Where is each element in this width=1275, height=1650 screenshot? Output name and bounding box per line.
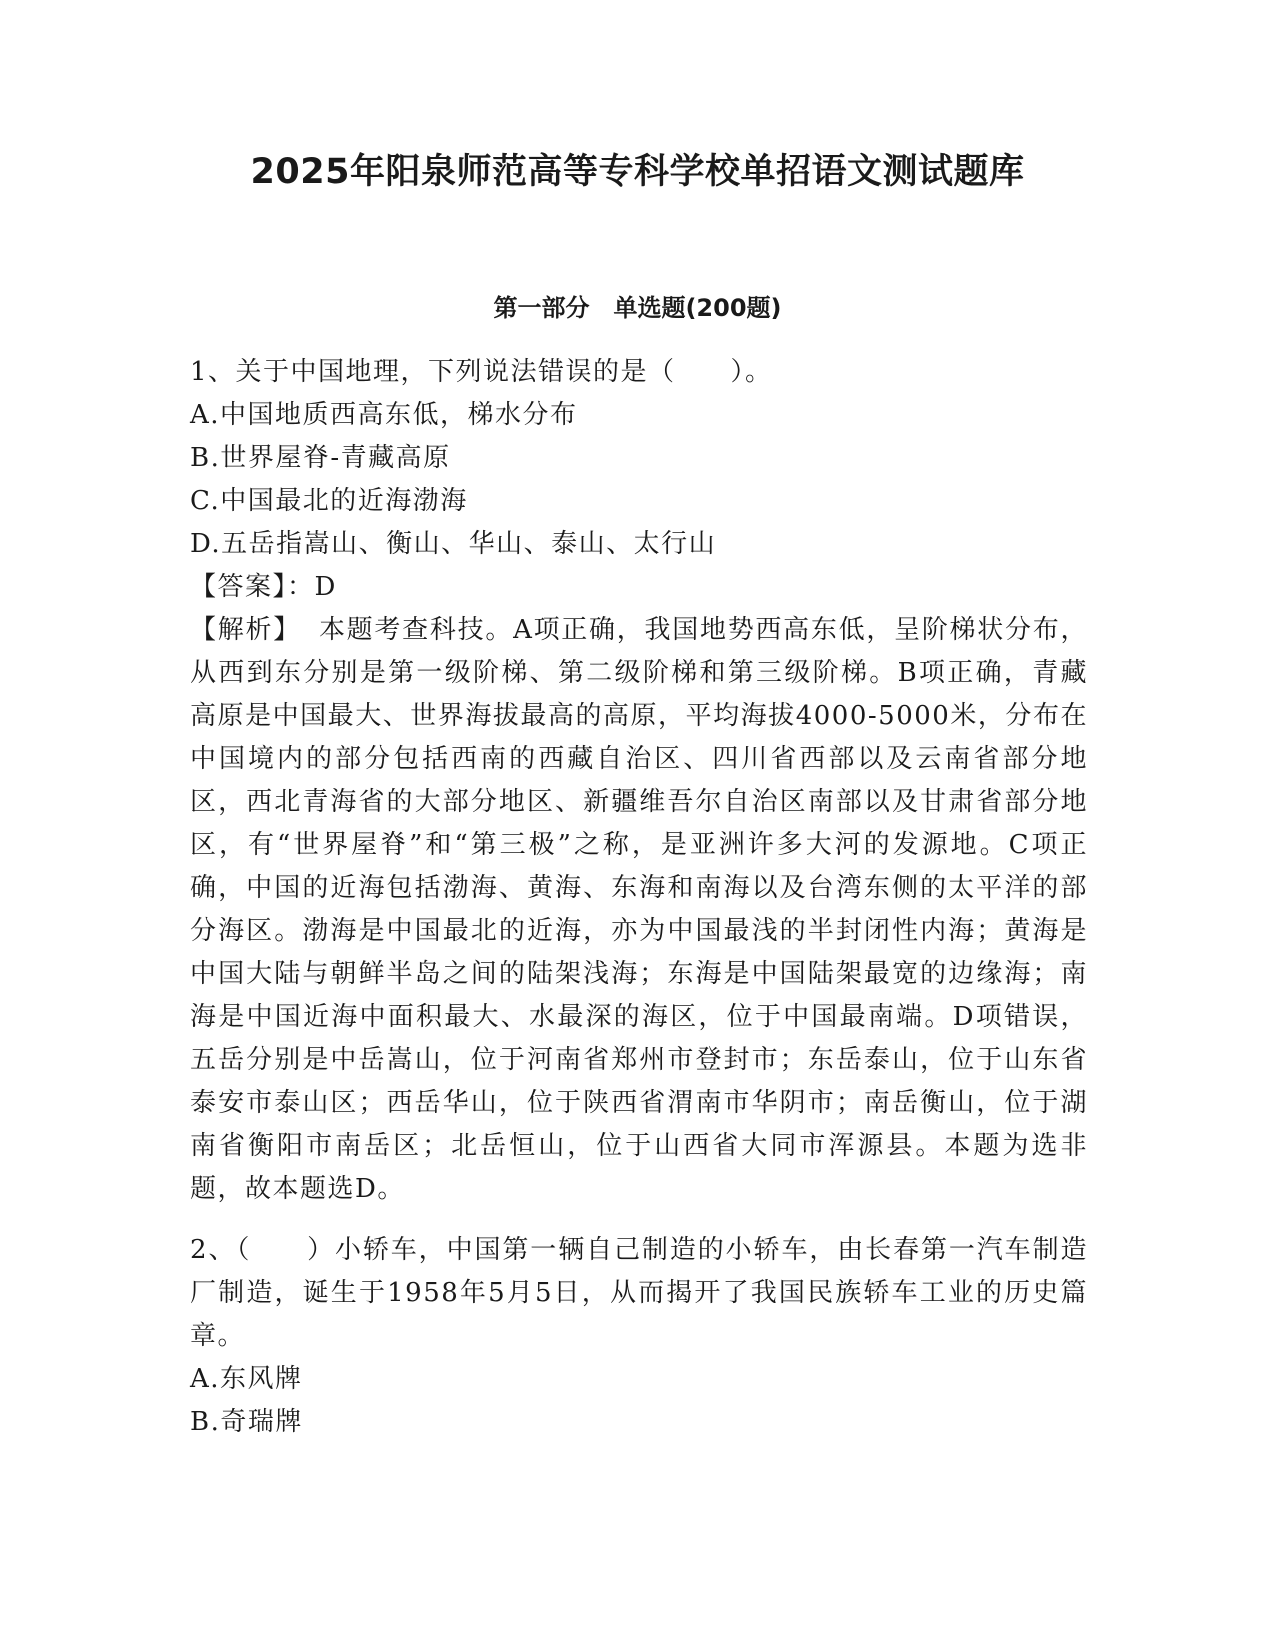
analysis-label: 【解析】 — [190, 615, 301, 645]
option-c: C.中国最北的近海渤海 — [190, 486, 468, 516]
answer-line: 【答案】：D — [190, 572, 337, 602]
option-b: B.世界屋脊-青藏高原 — [190, 443, 451, 473]
question-stem: 2、（ ）小轿车，中国第一辆自己制造的小轿车，由长春第一汽车制造厂制造，诞生于1958年5月5日，从而揭开了我国民族轿车工业的历史篇章。 — [190, 1235, 1088, 1351]
document-title: 2025年阳泉师范高等专科学校单招语文测试题库 — [250, 152, 1025, 192]
option-d: D.五岳指嵩山、衡山、华山、泰山、太行山 — [190, 529, 717, 559]
question-1 — [190, 351, 1088, 1211]
analysis-text: 本题考查科技。A项正确，我国地势西高东低，呈阶梯状分布，从西到东分别是第一级阶梯、第二级阶梯和第三级阶梯。B项正确，青藏高原是中国最大、世界海拔最高的高原，平均海拔4000-5000米，分布在中国境内的部分包括西南的西藏自治区、四川省西部以及云南省部分地区，西北青海省的大部分地区、新疆维吾尔自治区南部以及甘肃省部分地区，有“世界屋脊”和“第三极”之称，是亚洲许多大河的发源地。C项正确，中国的近海包括渤海、黄海、东海和南海以及台湾东侧的太平洋的部分海区。渤海是中国最北的近海，亦为中国最浅的半封闭性内海；黄海是中国大陆与朝鲜半岛之间的陆架浅海；东海是中国陆架最宽的边缘海；南海是中国近海中面积最大、水最深的海区，位于中国最南端。D项错误，五岳分别是中岳嵩山，位于河南省郑州市登封市；东岳泰山，位于山东省泰安市泰山区；西岳华山，位于陕西省渭南市华阴市；南岳衡山，位于湖南省衡阳市南岳区；北岳恒山，位于山西省大同市浑源县。本题为选非题，故本题选D。 — [190, 615, 1088, 1204]
option-a: A.中国地质西高东低，梯水分布 — [190, 400, 578, 430]
section-title: 第一部分 单选题(200题) — [493, 294, 782, 322]
question-stem: 1、关于中国地理，下列说法错误的是（ ）。 — [190, 357, 773, 387]
analysis-block — [190, 609, 1088, 1211]
option-a: A.东风牌 — [190, 1364, 303, 1394]
question-list — [190, 351, 1088, 1444]
option-b: B.奇瑞牌 — [190, 1407, 303, 1437]
question-2 — [190, 1229, 1088, 1444]
